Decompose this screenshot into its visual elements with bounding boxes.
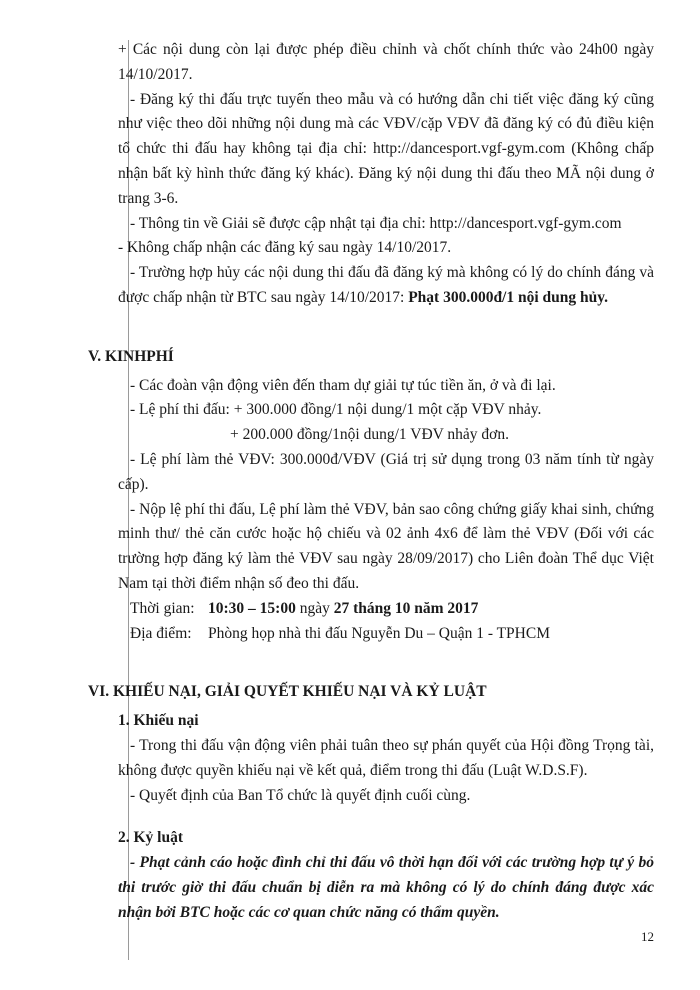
intro-paragraph-3: - Thông tin về Giải sẽ được cập nhật tại địa chỉ: http://dancesport.vgf-gym.com (130, 214, 622, 232)
penalty-text: - Trường hợp hủy các nội dung thi đấu đã đăng ký mà không có lý do chính đáng và được chấp nhận từ BTC sau ngày 14/10/2017: (118, 264, 654, 306)
intro-paragraph-4: - Không chấp nhận các đăng ký sau ngày 14/10/2017. (118, 239, 452, 257)
intro-paragraph-1: + Các nội dung còn lại được phép điều chỉnh và chốt chính thức vào 24h00 ngày 14/10/2017. (118, 41, 654, 83)
fee-paragraph-2b: + 200.000 đồng/1nội dung/1 VĐV nhảy đơn. (230, 426, 510, 444)
penalty-amount: Phạt 300.000đ/1 nội dung hủy. (408, 288, 609, 306)
section-heading-khieu-nai: VI. KHIẾU NẠI, GIẢI QUYẾT KHIẾU NẠI VÀ KỶ LUẬT (88, 683, 487, 701)
fee-time-row (118, 597, 654, 622)
fee-paragraph-1: - Các đoàn vận động viên đến tham dự giải tự túc tiền ăn, ở và đi lại. (130, 376, 556, 394)
fee-paragraph-4: - Nộp lệ phí thi đấu, Lệ phí làm thẻ VĐV, bản sao công chứng giấy khai sinh, chứng minh thư/ thẻ căn cước hoặc hộ chiếu và 02 ảnh 4x6 để làm thẻ VĐV (Đối với các trường hợp đăng ký làm thẻ VĐV sau ngày 28/09/2017) cho Liên đoàn Thể dục Việt Nam tại thời điểm nhận số đeo thi đấu. (118, 500, 654, 592)
place-label: Địa điểm: (130, 624, 192, 642)
time-mid: ngày (295, 599, 334, 617)
fee-paragraph-2a: - Lệ phí thi đấu: + 300.000 đồng/1 nội dung/1 một cặp VĐV nhảy. (130, 401, 542, 419)
complaint-paragraph-2: - Quyết định của Ban Tổ chức là quyết định cuối cùng. (130, 786, 471, 804)
complaint-paragraph-1: - Trong thi đấu vận động viên phải tuân theo sự phán quyết của Hội đồng Trọng tài, không được quyền khiếu nại về kết quả, điểm trong thi đấu (Luật W.D.S.F). (118, 736, 654, 779)
subheading-khieu-nai: 1. Khiếu nại (118, 712, 199, 730)
subheading-ky-luat: 2. Kỷ luật (118, 829, 184, 847)
fee-paragraph-3: - Lệ phí làm thẻ VĐV: 300.000đ/VĐV (Giá trị sử dụng trong 03 năm tính từ ngày cấp). (118, 450, 654, 493)
place-value: Phòng họp nhà thi đấu Nguyễn Du – Quận 1 - TPHCM (208, 624, 550, 642)
time-value (196, 597, 478, 622)
page-number: 12 (641, 929, 654, 945)
intro-paragraph-5 (118, 261, 654, 311)
document-body (88, 38, 654, 926)
fee-place-row (118, 622, 654, 647)
discipline-paragraph-1: - Phạt cảnh cáo hoặc đình chỉ thi đấu vô thời hạn đối với các trường hợp tự ý bỏ thi trước giờ thi đấu chuẩn bị diễn ra mà không có lý do chính đáng được xác nhận bởi BTC hoặc các cơ quan chức năng có thẩm quyền. (118, 854, 654, 921)
time-label: Thời gian: (130, 599, 195, 617)
intro-paragraph-2: - Đăng ký thi đấu trực tuyến theo mẫu và có hướng dẫn chi tiết việc đăng ký cũng như việc theo dõi những nội dung mà các VĐV/cặp VĐV đã đăng ký có đủ điều kiện tổ chức thi đấu hay không tại địa chỉ: http://dancesport.vgf-gym.com (Không chấp nhận bất kỳ hình thức đăng ký khác). Đăng ký nội dung thi đấu theo MÃ nội dung ở trang 3-6. (118, 90, 654, 207)
time-date: 27 tháng 10 năm 2017 (333, 599, 479, 617)
section-heading-kinh-phi: V. KINHPHÍ (88, 347, 174, 365)
time-hours: 10:30 – 15:00 (208, 599, 296, 617)
